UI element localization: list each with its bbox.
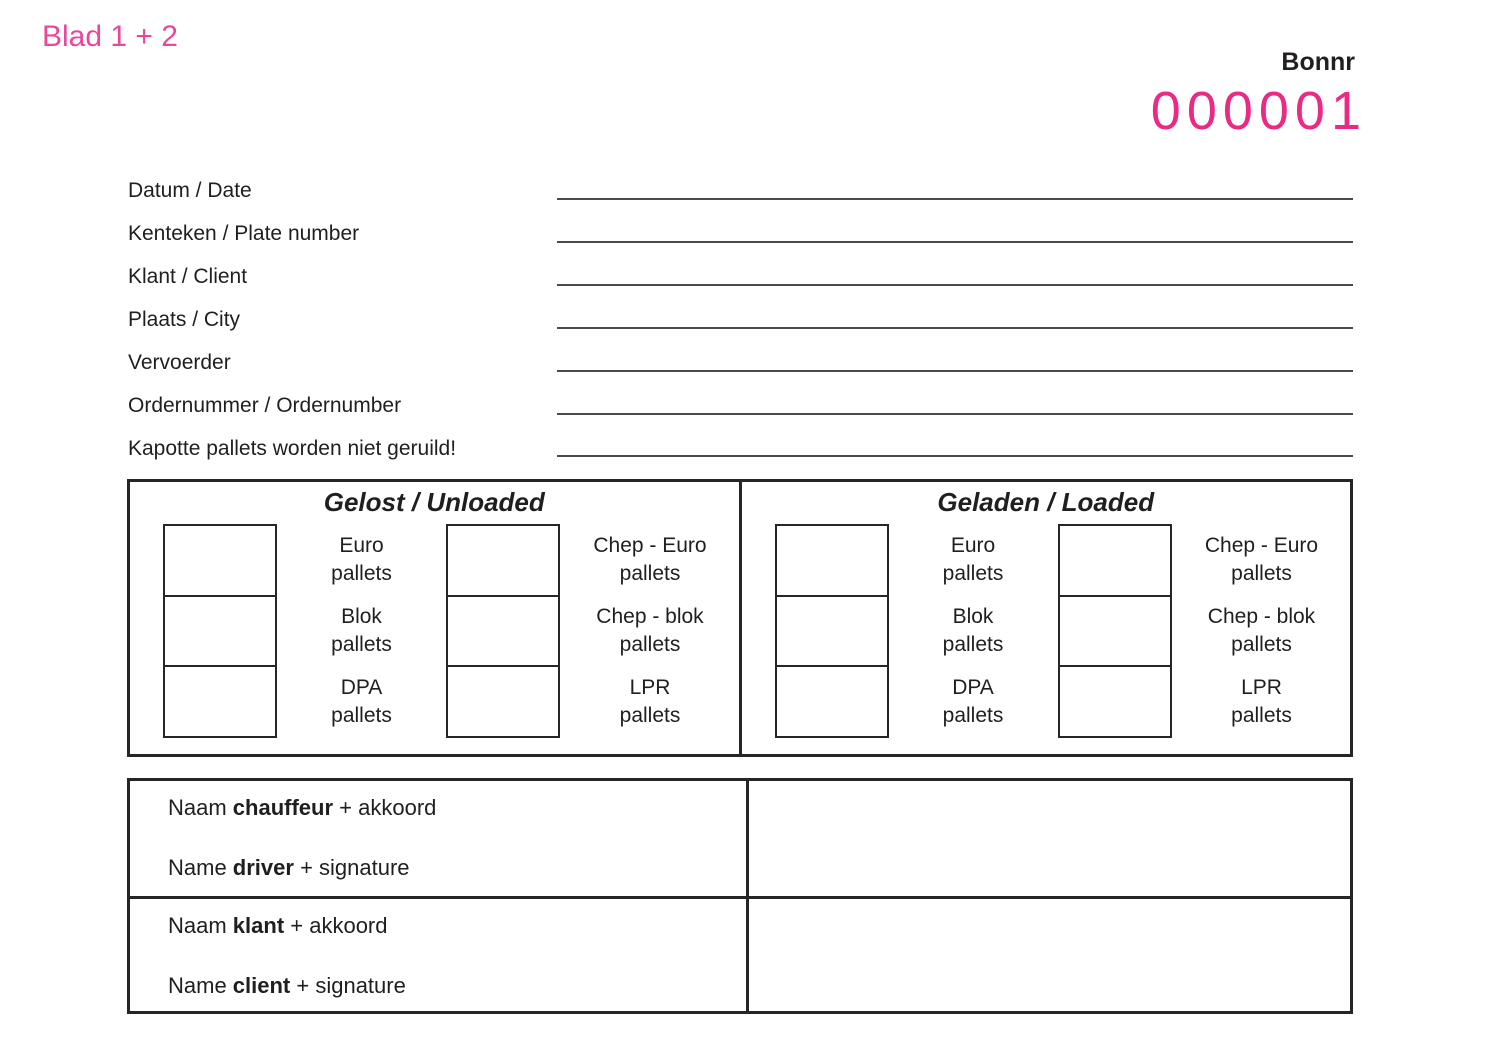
loaded-section [739, 482, 1351, 754]
field-label-plaats-city: Plaats / City [128, 308, 241, 331]
sheet-label: Blad 1 + 2 [42, 20, 178, 53]
pallet-type-label-blok: Blok pallets [331, 604, 392, 656]
count-box-unloaded-dpa[interactable] [165, 665, 275, 736]
client-name-cell [130, 896, 746, 1011]
pallet-type-label-lpr: LPR pallets [1231, 676, 1292, 728]
pallet-type-label-chep-blok: Chep - blok pallets [1207, 604, 1316, 656]
client-name-line-en: Name client + signature [168, 973, 406, 998]
driver-name-cell [130, 781, 746, 896]
pallet-type-label-dpa: DPA pallets [942, 676, 1004, 728]
count-box-loaded-dpa[interactable] [777, 665, 887, 736]
count-box-unloaded-chep-euro[interactable] [448, 526, 558, 595]
bon-number-value: 000001 [1150, 81, 1367, 141]
field-line-datum-date[interactable] [557, 198, 1353, 200]
pallet-type-label-chep-blok: Chep - blok pallets [596, 604, 704, 656]
pallet-type-label-chep-euro: Chep - Euro pallets [593, 533, 707, 585]
pallet-type-labels-loaded-left [889, 524, 1058, 738]
driver-signature-area[interactable] [746, 781, 1350, 896]
pallet-type-label-dpa: DPA pallets [331, 676, 392, 728]
count-box-unloaded-blok[interactable] [165, 595, 275, 666]
field-line-plaats-city[interactable] [557, 327, 1353, 329]
unloaded-section-title: Gelost / Unloaded [323, 487, 545, 517]
pallet-type-label-euro: Euro pallets [942, 533, 1004, 585]
field-label-vervoerder: Vervoerder [128, 351, 231, 374]
count-box-loaded-blok[interactable] [777, 595, 887, 666]
client-signature-area[interactable] [746, 896, 1350, 1011]
field-label-datum-date: Datum / Date [128, 179, 252, 202]
field-label-ordernummer: Ordernummer / Ordernumber [128, 394, 402, 417]
pallet-counts-table [127, 479, 1353, 757]
count-box-stack-unloaded-right [446, 524, 560, 738]
field-line-kenteken-plate-number[interactable] [557, 241, 1353, 243]
pallet-type-labels-loaded-right [1172, 524, 1352, 738]
field-label-kenteken-plate-number: Kenteken / Plate number [128, 222, 360, 245]
bon-number-label: Bonnr [1281, 48, 1355, 76]
field-line-vervoerder[interactable] [557, 370, 1353, 372]
pallet-type-label-lpr: LPR pallets [619, 676, 681, 728]
field-label-kapotte-pallets-note: Kapotte pallets worden niet geruild! [128, 437, 457, 460]
field-line-klant-client[interactable] [557, 284, 1353, 286]
count-box-stack-loaded-right [1058, 524, 1172, 738]
count-box-loaded-chep-euro[interactable] [1060, 526, 1170, 595]
client-name-line-nl: Naam klant + akkoord [168, 913, 388, 938]
count-box-unloaded-chep-blok[interactable] [448, 595, 558, 666]
pallet-type-labels-unloaded-right [560, 524, 740, 738]
pallet-type-label-euro: Euro pallets [331, 533, 392, 585]
pallet-type-label-chep-euro: Chep - Euro pallets [1204, 533, 1319, 585]
pallet-type-label-blok: Blok pallets [942, 604, 1004, 656]
field-label-klant-client: Klant / Client [128, 265, 248, 288]
driver-name-line-en: Name driver + signature [168, 855, 410, 880]
count-box-loaded-euro[interactable] [777, 526, 887, 595]
count-box-stack-unloaded-left [163, 524, 277, 738]
count-box-unloaded-euro[interactable] [165, 526, 275, 595]
unloaded-section [130, 482, 739, 754]
count-box-unloaded-lpr[interactable] [448, 665, 558, 736]
signature-table [127, 778, 1353, 1014]
count-box-loaded-chep-blok[interactable] [1060, 595, 1170, 666]
count-box-loaded-lpr[interactable] [1060, 665, 1170, 736]
field-line-kapotte-pallets[interactable] [557, 455, 1353, 457]
count-box-stack-loaded-left [775, 524, 889, 738]
pallet-type-labels-unloaded-left [277, 524, 446, 738]
driver-name-line-nl: Naam chauffeur + akkoord [168, 795, 437, 820]
loaded-section-title: Geladen / Loaded [937, 487, 1155, 517]
field-line-ordernummer[interactable] [557, 413, 1353, 415]
